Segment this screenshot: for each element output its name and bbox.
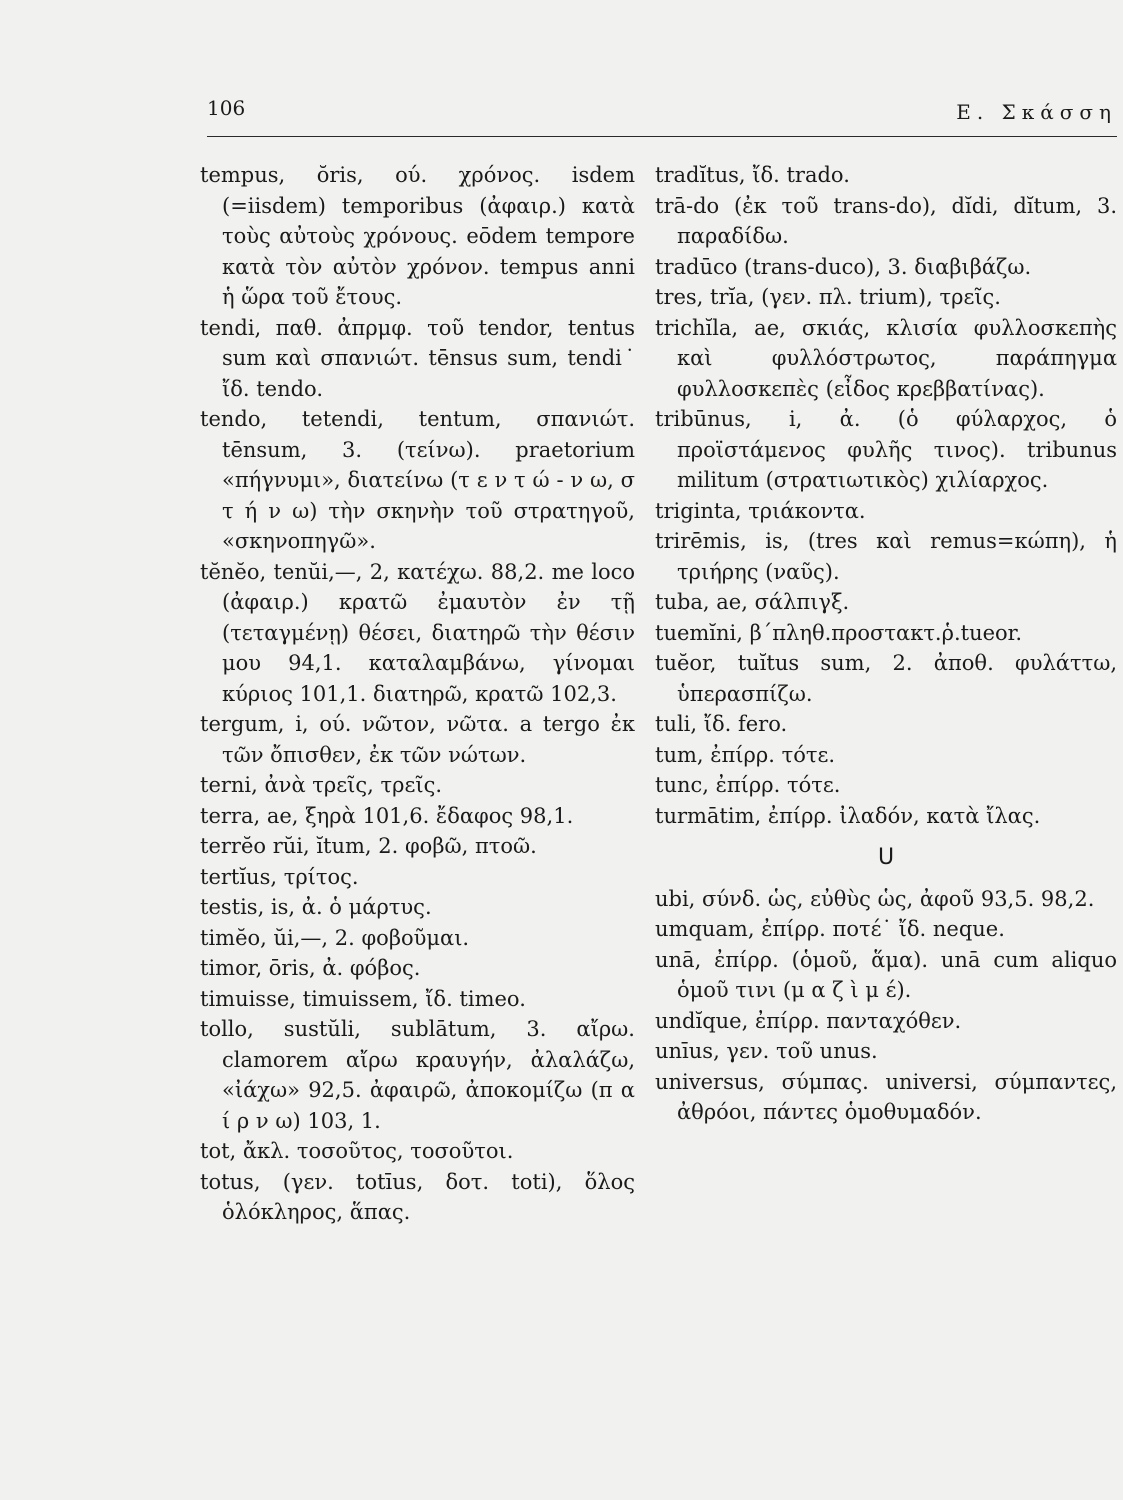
- dictionary-entry: timĕo, ŭi,—, 2. φοβοῦμαι.: [200, 925, 470, 950]
- dictionary-entry: tribūnus, i, ἀ. (ὁ φύλαρχος, ὁ προϊστάμενος φυλῆς τινος). tribunus militum (στρατιωτικὸς) χιλίαρχος.: [655, 407, 1117, 492]
- dictionary-entry: tradūco (trans-duco), 3. διαβιβάζω.: [655, 254, 1032, 279]
- dictionary-entry: tradĭtus, ἴδ. trado.: [655, 163, 850, 187]
- dictionary-entry: testis, is, ἀ. ὁ μάρτυς.: [200, 895, 432, 919]
- dictionary-entry: tergum, i, ού. νῶτον, νῶτα. a tergo ἐκ τῶν ὄπισθεν, ἐκ τῶν νώτων.: [200, 712, 635, 767]
- dictionary-entry: tĕnĕo, tenŭi,—, 2, κατέχω. 88,2. me loco (ἀφαιρ.) κρατῶ ἐμαυτὸν ἐν τῇ (τεταγμένῃ) θέσει, διατηρῶ τὴν θέσιν μου 94,1. καταλαμβάνω, γίνομαι κύριος 101,1. διατηρῶ, κρατῶ 102,3.: [200, 559, 635, 706]
- dictionary-entry: tum, ἐπίρρ. τότε.: [655, 742, 836, 767]
- right-column: [655, 160, 1117, 1128]
- dictionary-entry: ubi, σύνδ. ὡς, εὐθὺς ὡς, ἀφοῦ 93,5. 98,2.: [655, 886, 1095, 911]
- dictionary-entry: triginta, τριάκοντα.: [655, 498, 866, 523]
- dictionary-entry: turmātim, ἐπίρρ. ἰλαδόν, κατὰ ἴλας.: [655, 803, 1041, 828]
- running-head: Ε. Σκάσση: [956, 100, 1117, 124]
- dictionary-entry: umquam, ἐπίρρ. ποτέ˙ ἴδ. neque.: [655, 917, 1005, 941]
- dictionary-entry: tot, ἄκλ. τοσοῦτος, τοσοῦτοι.: [200, 1139, 514, 1163]
- dictionary-entry: timor, ōris, ἀ. φόβος.: [200, 956, 421, 980]
- dictionary-entry: unīus, γεν. τοῦ unus.: [655, 1039, 878, 1063]
- dictionary-entry: tres, trĭa, (γεν. πλ. trium), τρεῖς.: [655, 285, 1001, 309]
- dictionary-entry: tendo, tetendi, tentum, σπανιώτ. tēnsum, 3. (τείνω). praetorium «πήγνυμι», διατείνω (τ ε ν τ ώ - ν ω, σ τ ή ν ω) τὴν σκηνὴν τοῦ στρατηγοῦ, «σκηνοπηγῶ».: [200, 407, 635, 553]
- dictionary-entry: universus, σύμπας. universi, σύμπαντες, ἀθρόοι, πάντες ὁμοθυμαδόν.: [655, 1069, 1117, 1124]
- dictionary-entry: tollo, sustŭli, sublātum, 3. αἴρω. clamorem αἴρω κραυγήν, ἀλαλάζω, «ἰάχω» 92,5. ἀφαιρῶ, ἀποκομίζω (π α ί ρ ν ω) 103, 1.: [200, 1017, 635, 1133]
- dictionary-entry: terrĕo rŭi, ĭtum, 2. φοβῶ, πτοῶ.: [200, 834, 537, 858]
- dictionary-entry: timuisse, timuissem, ἴδ. timeo.: [200, 986, 526, 1011]
- dictionary-entry: tempus, ŏris, ού. χρόνος. isdem (=iisdem) temporibus (ἀφαιρ.) κατὰ τοὺς αὐτοὺς χρόνους. eōdem tempore κατὰ τὸν αὐτὸν χρόνον. tempus anni ἡ ὥρα τοῦ ἔτους.: [200, 163, 635, 309]
- dictionary-entry: trā-do (ἐκ τοῦ trans-do), dĭdi, dĭtum, 3. παραδίδω.: [655, 193, 1117, 248]
- dictionary-entry: tuemĭni, β΄πληθ.προστακτ.ῥ.tueor.: [655, 620, 1023, 645]
- section-letter-heading: U: [877, 845, 895, 870]
- dictionary-entry: tendi, παθ. ἀπρμφ. τοῦ tendor, tentus sum καὶ σπανιώτ. tēnsus sum, tendi˙ ἴδ. tendo.: [200, 315, 635, 401]
- dictionary-entry: undĭque, ἐπίρρ. πανταχόθεν.: [655, 1008, 962, 1033]
- dictionary-entry: trichĭla, ae, σκιάς, κλισία φυλλοσκεπὴς καὶ φυλλόστρωτος, παράπηγμα φυλλοσκεπὲς (εἶδος κρεββατίνας).: [655, 315, 1117, 401]
- dictionary-entry: terra, ae, ξηρὰ 101,6. ἔδαφος 98,1.: [200, 803, 574, 828]
- dictionary-entry: tuli, ἴδ. fero.: [655, 712, 788, 736]
- left-column: [200, 160, 635, 1228]
- page-number: 106: [207, 96, 246, 120]
- dictionary-entry: tertĭus, τρίτος.: [200, 864, 359, 889]
- dictionary-entry: tuba, ae, σάλπιγξ.: [655, 590, 850, 614]
- dictionary-entry: terni, ἀνὰ τρεῖς, τρεῖς.: [200, 773, 443, 797]
- page-header: [207, 96, 1117, 137]
- dictionary-entry: trirēmis, is, (tres καὶ remus=κώπη), ἡ τριήρης (ναῦς).: [655, 529, 1117, 584]
- dictionary-entry: tuĕor, tuĭtus sum, 2. ἀποθ. φυλάττω, ὑπερασπίζω.: [655, 651, 1117, 706]
- dictionary-entry: tunc, ἐπίρρ. τότε.: [655, 773, 841, 797]
- dictionary-entry: unā, ἐπίρρ. (ὁμοῦ, ἅμα). unā cum aliquo ὁμοῦ τινι (μ α ζ ὶ μ έ).: [655, 947, 1117, 1002]
- dictionary-entry: totus, (γεν. totīus, δοτ. toti), ὅλος ὁλόκληρος, ἅπας.: [200, 1169, 635, 1224]
